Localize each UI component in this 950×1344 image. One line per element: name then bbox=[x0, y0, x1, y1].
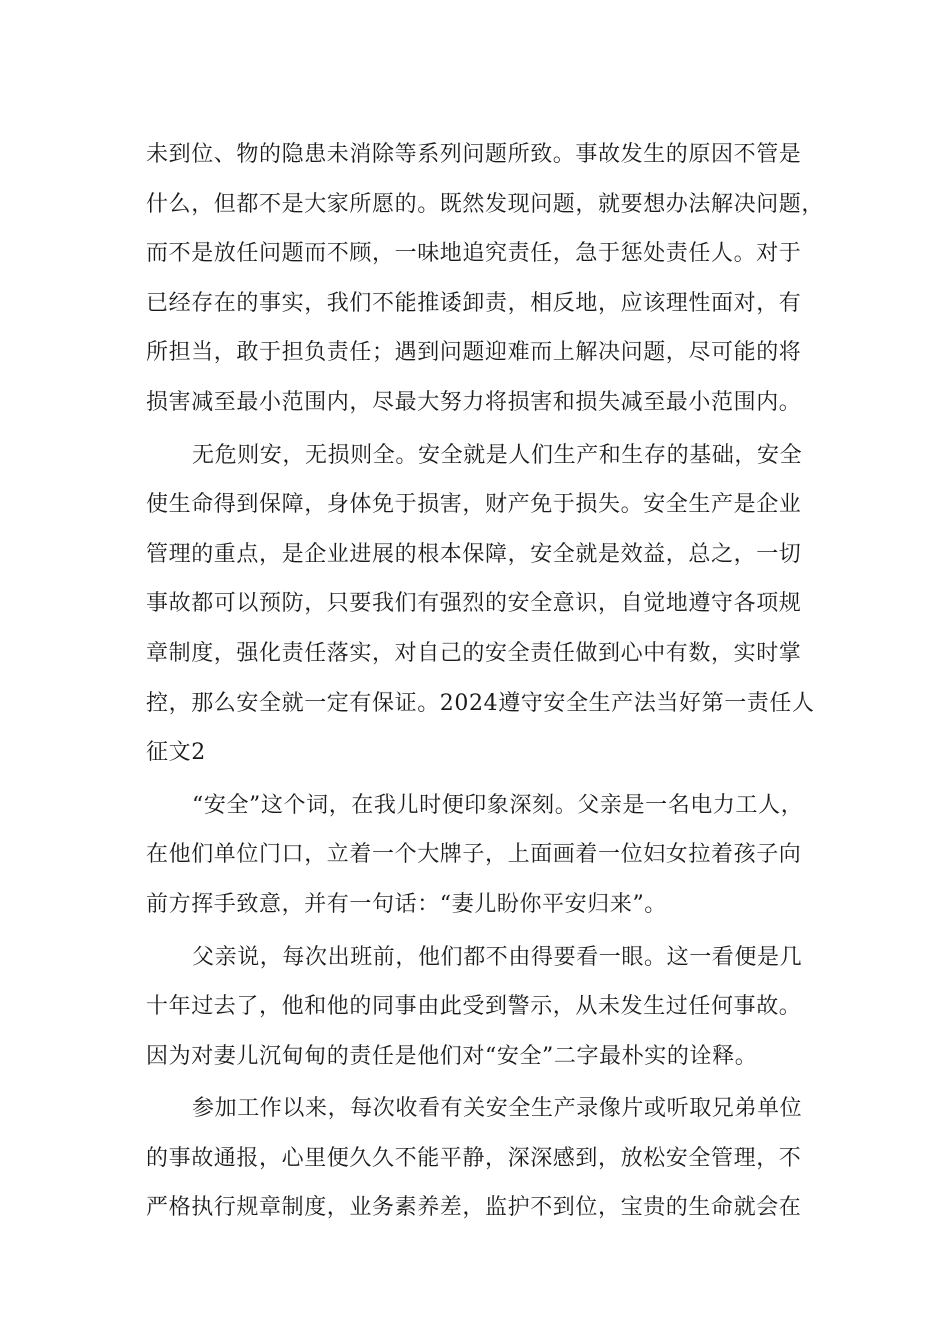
paragraph-line: 使生命得到保障，身体免于损害，财产免于损失。安全生产是企业 bbox=[146, 492, 802, 518]
paragraph-line: 控，那么安全就一定有保证。2024遵守安全生产法当好第一责任人 bbox=[146, 690, 815, 716]
paragraph-line: 损害减至最小范围内，尽最大努力将损害和损失减至最小范围内。 bbox=[146, 389, 802, 415]
paragraph-line: 已经存在的事实，我们不能推诿卸责，相反地，应该理性面对，有 bbox=[146, 290, 802, 316]
paragraph-line: 在他们单位门口，立着一个大牌子，上面画着一位妇女拉着孩子向 bbox=[146, 842, 802, 868]
paragraph-line: “安全”这个词，在我儿时便印象深刻。父亲是一名电力工人， bbox=[192, 792, 804, 818]
paragraph-3 bbox=[146, 781, 816, 930]
paragraph-line: 因为对妻儿沉甸甸的责任是他们对“安全”二字最朴实的诠释。 bbox=[146, 1043, 758, 1069]
paragraph-line: 严格执行规章制度，业务素养差，监护不到位，宝贵的生命就会在 bbox=[146, 1195, 802, 1221]
paragraph-line: 管理的重点，是企业进展的根本保障，安全就是效益，总之，一切 bbox=[146, 541, 802, 567]
paragraph-line: 征文2 bbox=[146, 740, 206, 766]
paragraph-line: 所担当，敢于担负责任；遇到问题迎难而上解决问题，尽可能的将 bbox=[146, 340, 802, 366]
paragraph-2 bbox=[146, 431, 816, 778]
paragraph-line: 什么，但都不是大家所愿的。既然发现问题，就要想办法解决问题， bbox=[146, 191, 825, 217]
paragraph-line: 父亲说，每次出班前，他们都不由得要看一眼。这一看便是几 bbox=[192, 944, 803, 970]
paragraph-line: 十年过去了，他和他的同事由此受到警示，从未发生过任何事故。 bbox=[146, 994, 802, 1020]
paragraph-line: 的事故通报，心里便久久不能平静，深深感到，放松安全管理，不 bbox=[146, 1145, 802, 1171]
paragraph-line: 章制度，强化责任落实，对自己的安全责任做到心中有数，实时掌 bbox=[146, 640, 802, 666]
paragraph-line: 参加工作以来，每次收看有关安全生产录像片或听取兄弟单位 bbox=[192, 1096, 803, 1122]
paragraph-1 bbox=[146, 130, 825, 428]
paragraph-line: 而不是放任问题而不顾，一味地追究责任，急于惩处责任人。对于 bbox=[146, 241, 802, 267]
paragraph-line: 前方挥手致意，并有一句话：“妻儿盼你平安归来”。 bbox=[146, 891, 667, 917]
paragraph-line: 未到位、物的隐患未消除等系列问题所致。事故发生的原因不管是 bbox=[146, 142, 802, 167]
paragraph-line: 无危则安，无损则全。安全就是人们生产和生存的基础，安全 bbox=[192, 442, 803, 468]
paragraph-line: 事故都可以预防，只要我们有强烈的安全意识，自觉地遵守各项规 bbox=[146, 591, 802, 617]
paragraph-5 bbox=[146, 1084, 816, 1233]
document-body bbox=[146, 130, 825, 1233]
paragraph-4 bbox=[146, 933, 816, 1082]
